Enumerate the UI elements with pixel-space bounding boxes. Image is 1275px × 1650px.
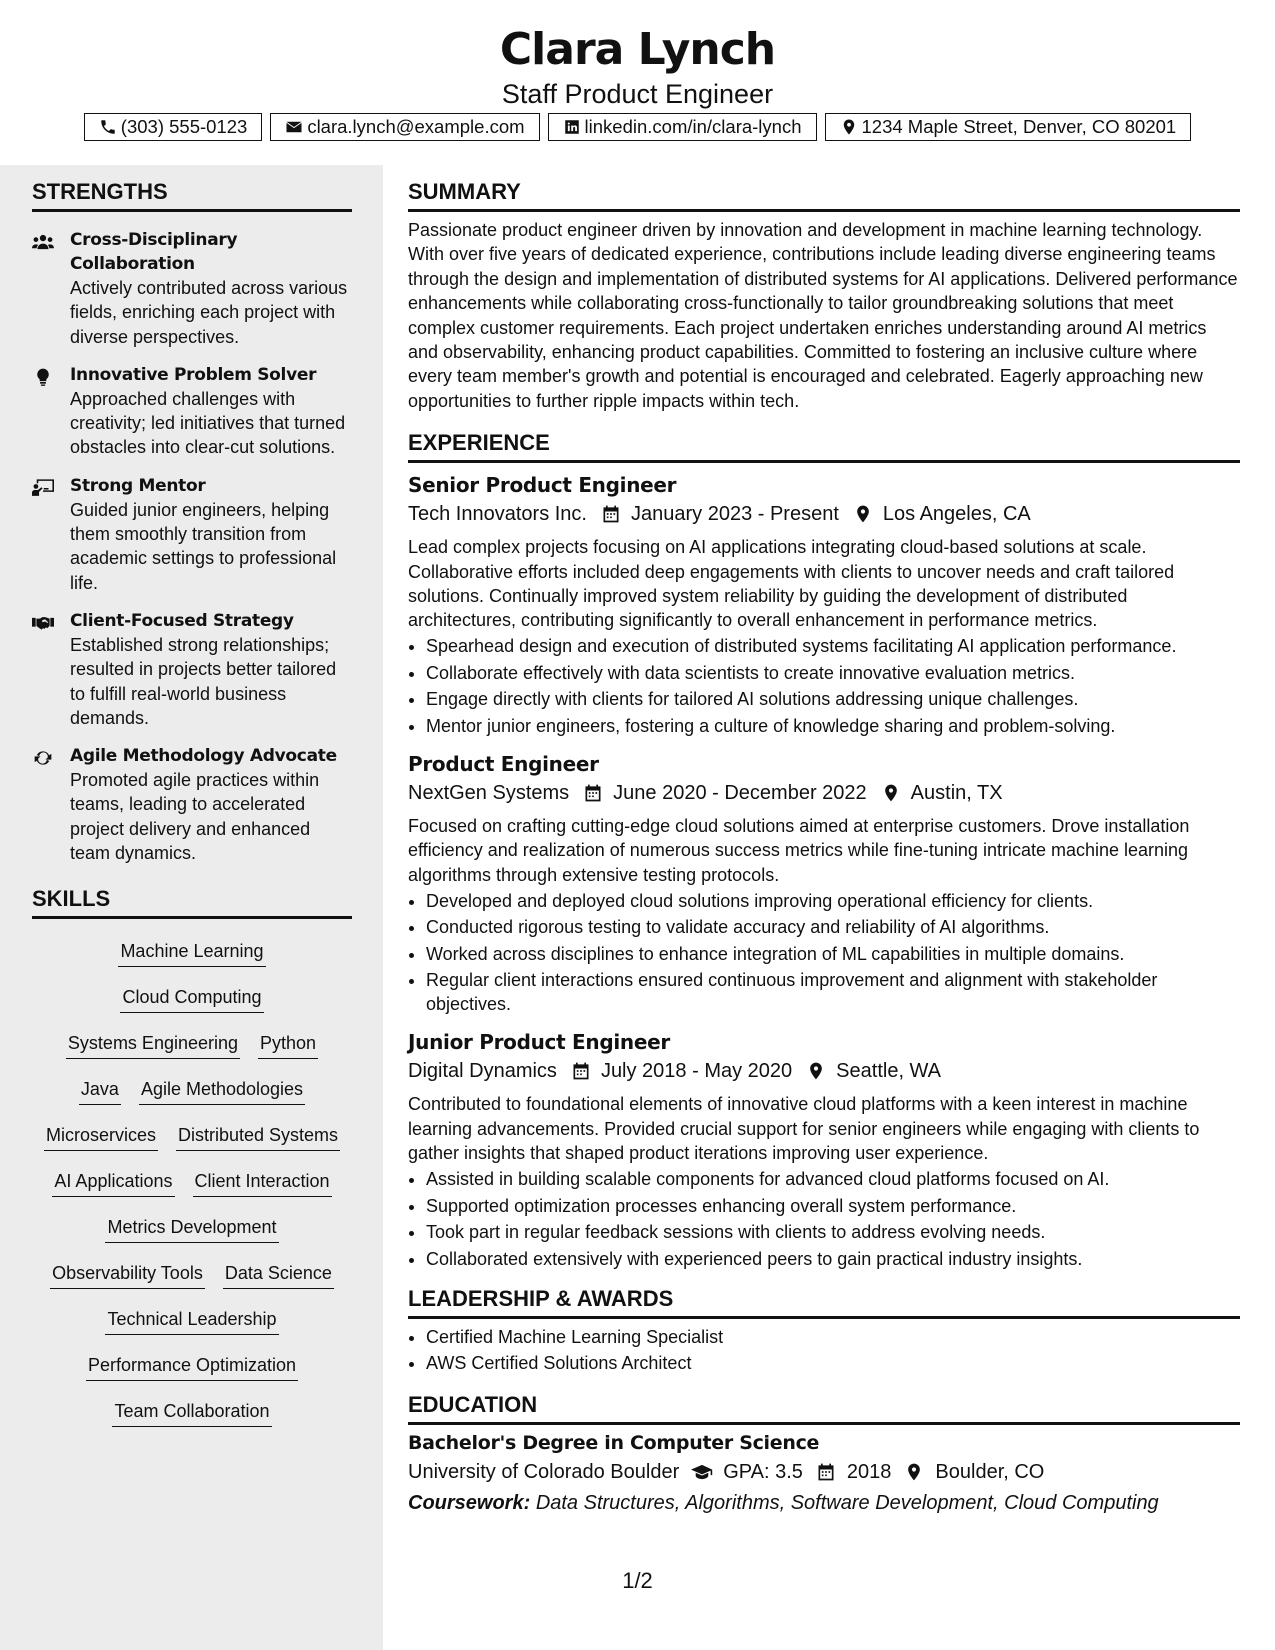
skill-tag: Team Collaboration [112, 1399, 271, 1427]
job-description: Lead complex projects focusing on AI applications integrating cloud-based solutions at scale. Collaborative efforts included deep engagements with clients to uncover needs and craft tailored solutions. Continually improved system reliability by guiding the development of distributed architectures, contributing significantly to overall enhancement in performance metrics. [408, 537, 1175, 631]
list-item: • Took part in regular feedback sessions with clients to address evolving needs. [426, 1220, 1240, 1244]
job-entry [408, 750, 1240, 1016]
right-column [408, 178, 1240, 1519]
contact-bar [0, 113, 1275, 141]
job-meta [408, 1056, 1240, 1086]
page-number-text: 1/2 [622, 1568, 653, 1593]
job-location: Seattle, WA [836, 1060, 942, 1083]
education-degree: Bachelor's Degree in Computer Science [408, 1432, 820, 1455]
strength-description: Approached challenges with creativity; led initiatives that turned obstacles into clear-cut solutions. [70, 388, 346, 458]
job-description: Contributed to foundational elements of innovative cloud platforms with a keen interest in machine learning advancements. Provided crucial support for senior engineers while engaging with clients to gather insights that shaped product iterations improving user experience. [408, 1094, 1200, 1163]
education-school: University of Colorado Boulder [408, 1461, 680, 1484]
job-dates: June 2020 - December 2022 [613, 781, 867, 804]
calendar-icon [601, 504, 621, 524]
strength-item [32, 744, 352, 865]
list-item: • Mentor junior engineers, fostering a culture of knowledge sharing and problem-solving. [426, 714, 1240, 738]
list-item: • Conducted rigorous testing to validate accuracy and reliability of AI algorithms. [426, 915, 1240, 939]
list-item: • Collaborated extensively with experienced peers to gain practical industry insights. [426, 1247, 1240, 1271]
strength-description: Actively contributed across various fields, enriching each project with diverse perspectives. [70, 278, 348, 347]
left-column [32, 178, 352, 1445]
candidate-name: Clara Lynch [499, 24, 776, 75]
job-dates: July 2018 - May 2020 [600, 1060, 793, 1083]
teacher-icon [32, 478, 54, 498]
skill-tag: Cloud Computing [120, 985, 263, 1013]
skill-tag: Microservices [44, 1123, 158, 1151]
contact-email[interactable] [270, 113, 539, 141]
job-company: NextGen Systems [408, 781, 570, 804]
sync-icon [32, 748, 54, 768]
summary-text: Passionate product engineer driven by innovation and development in machine learning technology. With over five years of dedicated experience, contributions include leading diverse engineering teams through the design and implementation of distributed systems for AI applications. Delivered performance enhancements while collaborating cross-functionally to tailor groundbreaking solutions that meet complex customer requirements. Each project undertaken enriches understanding around AI metrics and observability, enhancing product capabilities. Committed to fostering an inclusive culture where every team member's growth and potential is encouraged and celebrated. Eagerly approaching new opportunities to further ripple impacts within tech. [408, 220, 1238, 411]
strength-item [32, 228, 352, 349]
list-item: • AWS Certified Solutions Architect [426, 1351, 1240, 1375]
job-location: Austin, TX [910, 781, 1003, 804]
calendar-icon [815, 1462, 837, 1482]
map-marker-icon [903, 1462, 925, 1482]
skill-tag: Python [258, 1031, 318, 1059]
candidate-title: Staff Product Engineer [501, 79, 774, 109]
job-entry [408, 1028, 1240, 1270]
address-text: 1234 Maple Street, Denver, CO 80201 [861, 116, 1177, 137]
list-item: • Certified Machine Learning Specialist [426, 1325, 1240, 1349]
skill-tag: Metrics Development [105, 1215, 278, 1243]
strength-description: Guided junior engineers, helping them smoothly transition from academic settings to professional life. [70, 499, 337, 593]
map-marker-icon [853, 504, 873, 524]
skill-tag: Observability Tools [50, 1261, 205, 1289]
map-marker-icon [806, 1061, 826, 1081]
education-meta [408, 1457, 1240, 1487]
strength-title: Client-Focused Strategy [70, 610, 294, 631]
coursework-label: Coursework: [408, 1492, 531, 1515]
skill-tag: Java [79, 1077, 121, 1105]
page-number [0, 1568, 1275, 1594]
skill-tag: Agile Methodologies [139, 1077, 305, 1105]
job-meta [408, 499, 1240, 529]
list-item: • Engage directly with clients for tailored AI solutions addressing unique challenges. [426, 687, 1240, 711]
skill-tag: Machine Learning [118, 939, 265, 967]
resume-header [0, 20, 1275, 110]
lightbulb-icon [32, 367, 54, 387]
map-marker-icon [881, 783, 901, 803]
job-company: Tech Innovators Inc. [408, 503, 587, 526]
job-location: Los Angeles, CA [882, 503, 1031, 526]
phone-text: (303) 555-0123 [120, 116, 248, 137]
job-entry [408, 471, 1240, 738]
job-title: Junior Product Engineer [408, 1030, 670, 1055]
calendar-icon [571, 1061, 591, 1081]
strength-item [32, 474, 352, 595]
list-item: • Regular client interactions ensured continuous improvement and alignment with stakeholder objectives. [426, 968, 1240, 1016]
strength-item [32, 363, 352, 460]
skill-tag: Distributed Systems [176, 1123, 340, 1151]
coursework [408, 1487, 1240, 1519]
job-meta [408, 778, 1240, 808]
strength-description: Promoted agile practices within teams, leading to accelerated project delivery and enhanced team dynamics. [70, 770, 320, 864]
education-gpa: GPA: 3.5 [723, 1461, 803, 1484]
linkedin-text: linkedin.com/in/clara-lynch [584, 116, 802, 137]
envelope-icon [285, 118, 303, 136]
job-bullets [408, 634, 1240, 738]
skill-tag: Systems Engineering [66, 1031, 240, 1059]
job-company: Digital Dynamics [408, 1060, 557, 1083]
skills-heading: SKILLS [32, 885, 352, 919]
education-year: 2018 [846, 1461, 892, 1484]
coursework-list: Data Structures, Algorithms, Software Development, Cloud Computing [535, 1492, 1159, 1515]
email-text: clara.lynch@example.com [307, 116, 525, 137]
skill-tag: Data Science [223, 1261, 334, 1289]
handshake-icon [32, 613, 54, 633]
summary-heading: SUMMARY [408, 178, 1240, 212]
strengths-heading: STRENGTHS [32, 178, 352, 212]
list-item: • Supported optimization processes enhancing overall system performance. [426, 1194, 1240, 1218]
list-item: • Spearhead design and execution of distributed systems facilitating AI application performance. [426, 634, 1240, 658]
job-title: Product Engineer [408, 751, 599, 776]
list-item: • Developed and deployed cloud solutions improving operational efficiency for clients. [426, 889, 1240, 913]
contact-linkedin[interactable] [548, 113, 817, 141]
list-item: • Collaborate effectively with data scientists to create innovative evaluation metrics. [426, 661, 1240, 685]
job-dates: January 2023 - Present [630, 503, 839, 526]
strength-title: Strong Mentor [70, 475, 206, 496]
job-bullets [408, 1167, 1240, 1271]
skill-tag: Technical Leadership [105, 1307, 278, 1335]
leadership-list [408, 1325, 1240, 1376]
phone-icon [99, 118, 117, 136]
map-marker-icon [840, 118, 858, 136]
list-item: • Assisted in building scalable components for advanced cloud platforms focused on AI. [426, 1167, 1240, 1191]
calendar-icon [583, 783, 603, 803]
strength-description: Established strong relationships; resulted in projects better tailored to fulfill real-world business demands. [70, 634, 337, 728]
linkedin-icon [563, 118, 581, 136]
list-item: • Worked across disciplines to enhance integration of ML capabilities in multiple domains. [426, 942, 1240, 966]
skill-tag: Performance Optimization [86, 1353, 298, 1381]
strength-item [32, 609, 352, 730]
strength-title: Cross-Disciplinary Collaboration [70, 230, 238, 274]
skill-tag: AI Applications [52, 1169, 174, 1197]
leadership-heading: LEADERSHIP & AWARDS [408, 1285, 1240, 1319]
education-heading: EDUCATION [408, 1391, 1240, 1425]
strength-title: Agile Methodology Advocate [70, 746, 337, 767]
skills-list [32, 935, 352, 1445]
job-description: Focused on crafting cutting-edge cloud solutions aimed at enterprise customers. Drove installation efficiency and realization of numerous success metrics while fine-tuning intricate machine learning algorithms through extensive testing protocols. [408, 815, 1190, 885]
strength-title: Innovative Problem Solver [70, 364, 317, 385]
job-bullets [408, 889, 1240, 1017]
experience-heading: EXPERIENCE [408, 429, 1240, 463]
education-location: Boulder, CO [935, 1461, 1045, 1484]
contact-phone[interactable] [84, 113, 263, 141]
skill-tag: Client Interaction [193, 1169, 332, 1197]
job-title: Senior Product Engineer [408, 473, 677, 498]
contact-address[interactable] [825, 113, 1192, 141]
graduation-cap-icon [691, 1462, 713, 1482]
users-icon [32, 232, 54, 252]
